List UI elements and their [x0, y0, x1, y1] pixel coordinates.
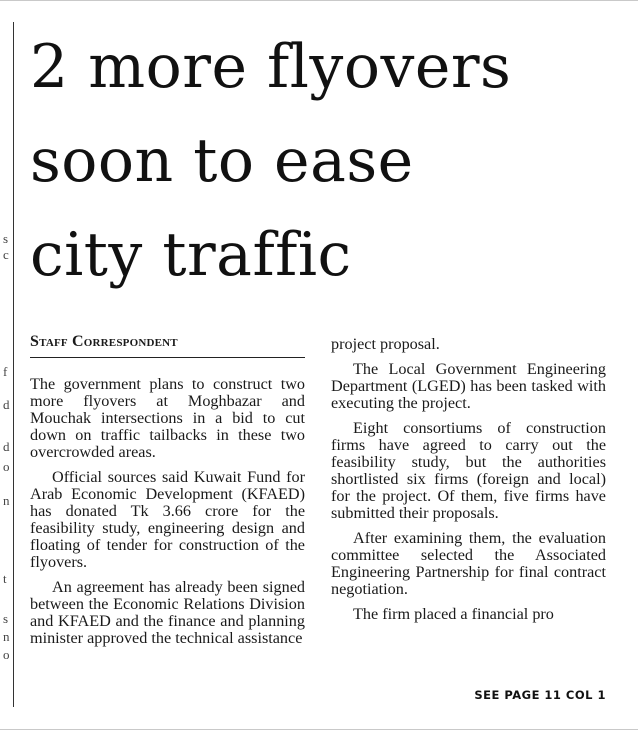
continued-jump-line[interactable]: SEE PAGE 11 COL 1: [474, 688, 606, 702]
paragraph: Official sources said Kuwait Fund for Arab Economic Development (KFAED) has donated Tk 3.66 crore for the feasibility study, engineering design and floating of tender for construction of the flyovers.: [30, 468, 305, 571]
article-column-1: [30, 376, 305, 655]
column-rule: [13, 22, 14, 707]
paragraph: After examining them, the evaluation committee selected the Associated Engineering Partnership for final contract negotiation.: [331, 529, 606, 598]
byline-rule: [30, 357, 305, 358]
paragraph: The government plans to construct two more flyovers at Moghbazar and Mouchak intersections in a bid to cut down on traffic tailbacks in these two overcrowded areas.: [30, 375, 305, 461]
paragraph: project proposal.: [331, 335, 440, 353]
headline-line: 2 more flyovers: [30, 32, 512, 102]
paragraph: Eight consortiums of construction firms have agreed to carry out the feasibility study, but the authorities shortlisted six firms (foreign and local) for the project. Of them, five firms have submitted their proposals.: [331, 419, 606, 522]
byline-text: Staff Correspondent: [30, 333, 178, 350]
margin-fragment: c: [3, 247, 9, 262]
margin-fragment: s: [3, 231, 9, 246]
byline: [30, 333, 305, 351]
paragraph: An agreement has already been signed between the Economic Relations Division and KFAED and the finance and planning minister approved the technical assistance: [30, 578, 305, 647]
article-column-2: [331, 336, 606, 631]
paragraph: The Local Government Engineering Department (LGED) has been tasked with executing the project.: [331, 360, 606, 412]
headline: [30, 20, 630, 302]
headline-line: soon to ease: [30, 126, 414, 196]
margin-fragment: f: [3, 364, 8, 379]
margin-fragment: d: [3, 439, 10, 454]
margin-fragment: o: [3, 459, 10, 474]
margin-fragment: d: [3, 397, 10, 412]
margin-fragment: n: [3, 629, 10, 644]
paragraph: The firm placed a financial pro: [353, 605, 554, 623]
headline-line: city traffic: [30, 220, 352, 290]
margin-fragment: n: [3, 493, 10, 508]
margin-fragment: t: [3, 571, 7, 586]
margin-fragment: o: [3, 647, 10, 662]
margin-fragment: s: [3, 611, 9, 626]
